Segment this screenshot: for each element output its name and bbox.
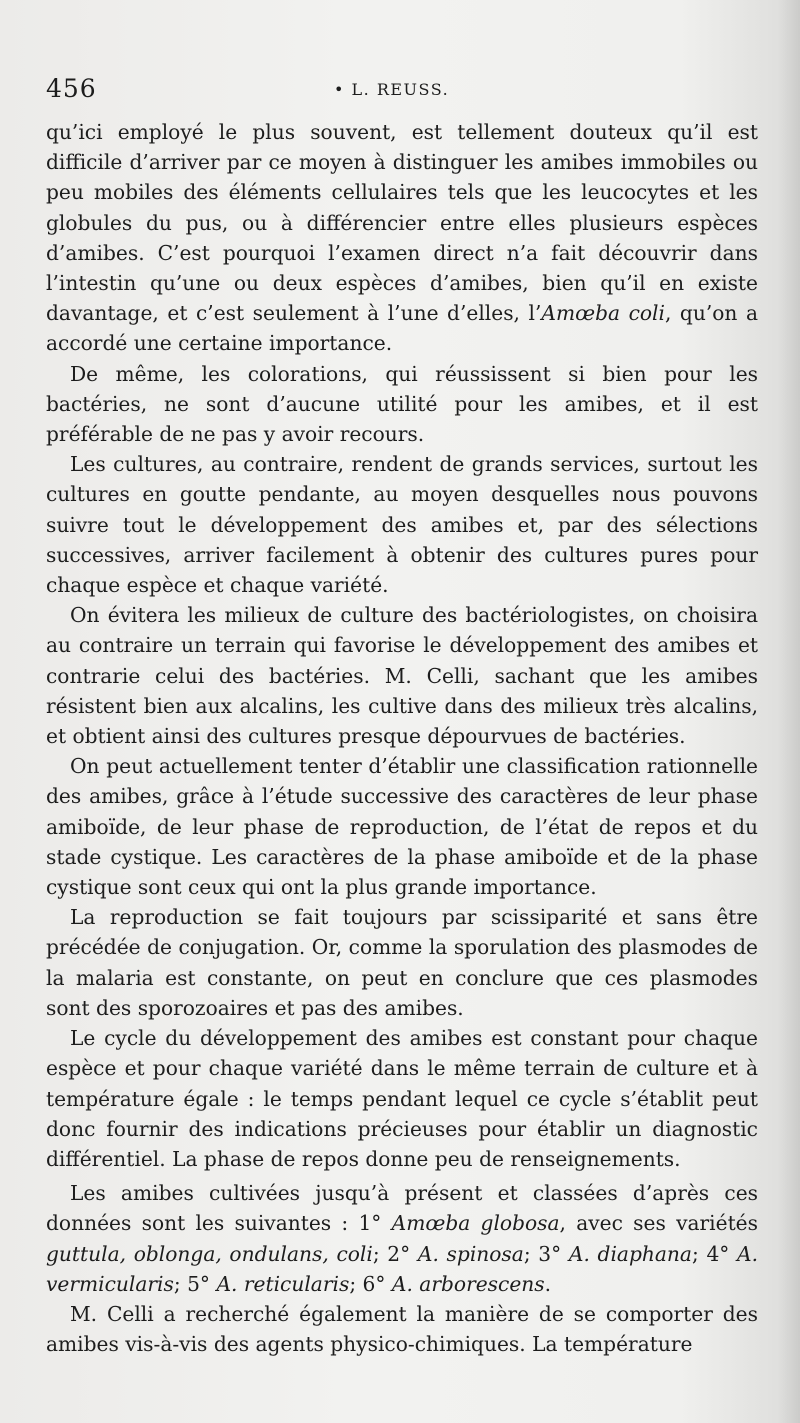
text-run: Le cycle du développement des amibes est constant pour chaque espèce et pour chaque variété dans le même terrain de culture et à température égale : le temps pendant lequel ce cycle s’établit peut donc fournir des indications précieuses pour établir un diagnostic différentiel. La phase de repos donne peu de renseignements. (46, 1026, 758, 1171)
body-text (46, 117, 758, 1359)
italic-term: Amœba globosa (391, 1211, 560, 1236)
italic-term: guttula, oblonga, ondulans, coli (46, 1241, 373, 1266)
paragraph (46, 117, 758, 359)
running-head: • L. REUSS. (334, 80, 450, 99)
text-run: Les amibes cultivées jusqu’à présent et classées d’après ces données sont les suivantes : 1° (46, 1181, 758, 1236)
text-run: ; 2° (372, 1241, 418, 1266)
text-run: . (544, 1271, 552, 1296)
page-number: 456 (46, 74, 97, 103)
italic-term: A. reticularis (216, 1271, 350, 1296)
text-run: ; 3° (523, 1241, 569, 1266)
text-run: qu’ici employé le plus souvent, est tellement douteux qu’il est difficile d’arriver par ce moyen à distinguer les amibes immobiles ou peu mobiles des éléments cellulaires tels que les leucocytes et les globules du pus, ou à différencier entre elles plusieurs espèces d’amibes. C’est pourquoi l’examen direct n’a fait découvrir dans l’intestin qu’une ou deux espèces d’amibes, bien qu’il en existe davantage, et c’est seulement à l’une d’elles, l’ (46, 120, 758, 326)
text-run: ; 6° (349, 1271, 392, 1296)
text-run: , avec ses variétés (559, 1211, 758, 1236)
italic-term: Amœba coli (541, 301, 665, 326)
page-edge-shadow (778, 0, 800, 1423)
paragraph (46, 449, 758, 600)
text-run: Les cultures, au contraire, rendent de grands services, surtout les cultures en goutte pendante, au moyen desquelles nous pouvons suivre tout le développement des amibes et, par des sélections successives, arriver facilement à obtenir des cultures pures pour chaque espèce et chaque variété. (46, 452, 758, 598)
text-run: ; 5° (173, 1271, 217, 1296)
text-run: On évitera les milieux de culture des bactériologistes, on choisira au contraire un terrain qui favorise le développement des amibes et contrarie celui des bactéries. M. Celli, sachant que les amibes résistent bien aux alcalins, les cultive dans des milieux très alcalins, et obtient ainsi des cultures presque dépourvues de bactéries. (46, 603, 758, 749)
paragraph (46, 1023, 758, 1174)
italic-term: A. vermicularis (46, 1241, 759, 1296)
text-run: De même, les colorations, qui réussissent si bien pour les bactéries, ne sont d’aucune utilité pour les amibes, et il est préférable de ne pas y avoir recours. (46, 361, 758, 447)
text-run: , qu’on a accordé une certaine importance. (46, 301, 758, 356)
paragraph (46, 600, 758, 751)
text-run: ; 4° (691, 1241, 738, 1266)
paragraph (46, 902, 758, 1023)
paragraph (46, 1178, 758, 1299)
text-run: La reproduction se fait toujours par scissiparité et sans être précédée de conjugation. Or, comme la sporulation des plasmodes de la malaria est constante, on peut en conclure que ces plasmodes sont des sporozoaires et pas des amibes. (46, 905, 758, 1020)
text-run: On peut actuellement tenter d’établir une classification rationnelle des amibes, grâce à l’étude successive des caractères de leur phase amiboïde, de leur phase de reproduction, de l’état de repos et du stade cystique. Les caractères de la phase amiboïde et de la phase cystique sont ceux qui ont la plus grande importance. (46, 754, 758, 900)
italic-term: A. diaphana (568, 1241, 692, 1266)
paragraph (46, 1299, 758, 1359)
page-header (46, 74, 756, 114)
italic-term: A. spinosa (417, 1241, 524, 1266)
italic-term: A. arborescens (391, 1271, 545, 1296)
paragraph (46, 359, 758, 450)
text-run: M. Celli a recherché également la manière de se comporter des amibes vis-à-vis des agents physico-chimiques. La température (46, 1301, 758, 1357)
paragraph (46, 751, 758, 902)
